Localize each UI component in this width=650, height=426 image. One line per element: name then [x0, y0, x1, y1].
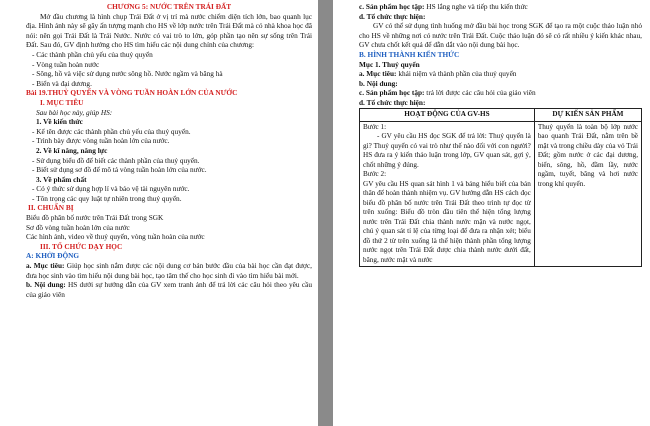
activity-heading: A: KHỞI ĐỘNG [26, 251, 80, 261]
cell-line: Bước 2: [363, 170, 387, 179]
subheading [359, 60, 642, 70]
chapter-list [26, 50, 312, 88]
table-header: DỰ KIẾN SẢN PHẨM [534, 108, 641, 121]
cell-text: Thuỷ quyển là toàn bộ lớp nước bao quanh Trái Đất, nằm trên bề mặt và trong chiều dày của vỏ Trái Đất; gồm nước ở các đại dương, biển, sông, hồ, đầm lầy, nước ngầm, tuyết, băng và hơi nước trong khí quyển. [537, 122, 638, 188]
cell-line: - GV yêu cầu HS đọc SGK để trả lời: Thuỷ quyển là gì? Thuỷ quyển có vai trò như thế nào đối với con người? HS đưa ra ý kiến thảo luận trong lớp, GV quan sát, gợi ý, chốt những ý đúng. [363, 132, 531, 169]
chapter-intro: Mở đầu chương là hình chụp Trái Đất ở vị trí mà nước chiếm diện tích lớn, bao quanh lục địa. Hình ảnh này sẽ gây ấn tượng mạnh cho HS về lớp nước trên Trái Đất mà có nhà khoa học đã nói: nên gọi Trái Đất là Trái Nước. Nước có vai trò to lớn, góp phần tạo nên sự sống trên Trái Đất. Sau đó, GV định hướng cho HS tìm hiểu các nội dung chính của chương: [26, 11, 312, 50]
label: c. Sản phẩm học tập: [359, 2, 425, 11]
section-heading: I. MỤC TIÊU [40, 97, 84, 107]
lesson-title: Bài 19.THUỶ QUYỂN VÀ VÒNG TUẦN HOÀN LỚN CỦA NƯỚC [26, 88, 238, 98]
label: c. Sản phẩm học tập: [359, 88, 425, 98]
paragraph [359, 79, 642, 89]
section-heading: III. TỔ CHỨC DẠY HỌC [40, 241, 123, 251]
list-item: Biểu đồ phân bố nước trên Trái Đất trong SGK [26, 213, 164, 223]
text: HS lắng nghe và tiếp thu kiến thức [424, 2, 528, 11]
label: a. Mục tiêu: [359, 69, 397, 79]
list-item: - Trình bày được vòng tuần hoàn lớn của nước. [26, 136, 312, 146]
paragraph: GV có thể sử dụng tình huống mở đầu bài học trong SGK để tạo ra một cuộc thảo luận nhỏ cho HS về những nơi có nước trên Trái Đất. Cuộc thảo luận đó sẽ có rất nhiều ý kiến khác nhau, GV chưa chốt kết quả để dẫn dắt vào nội dung bài học. [359, 21, 642, 50]
paragraph [359, 12, 642, 22]
paragraph [359, 88, 642, 98]
paragraph [359, 2, 642, 12]
table-header: HOẠT ĐỘNG CỦA GV-HS [360, 108, 535, 121]
activity-table [359, 108, 642, 268]
list-item: - Biết sử dụng sơ đồ để mô tả vòng tuần hoàn lớn của nước. [26, 165, 312, 175]
list-item: - Tôn trọng các quy luật tự nhiên trong thuỷ quyển. [26, 194, 312, 204]
list-item: - Có ý thức sử dụng hợp lí và bảo vệ tài nguyên nước. [26, 184, 312, 194]
objective-intro: Sau bài học này, giúp HS: [36, 107, 113, 117]
paragraph [359, 69, 642, 79]
label: b. Nội dung: [26, 280, 66, 290]
paragraph [26, 261, 312, 280]
label: d. Tổ chức thực hiện: [359, 11, 426, 21]
list-item: - Sử dụng biểu đồ để biết các thành phần của thuỷ quyển. [26, 156, 312, 166]
section-heading: II. CHUẨN BỊ [28, 203, 74, 213]
label: Mục 1. Thuỷ quyển [359, 59, 420, 69]
table-row [360, 121, 642, 267]
table-cell [534, 121, 641, 267]
text: trả lời được các câu hỏi của giáo viên [424, 88, 536, 98]
label: b. Nội dung: [359, 78, 398, 88]
subheading: 3. Về phẩm chất [36, 174, 87, 184]
list-item: - Các thành phần chủ yếu của thuỷ quyển [26, 50, 312, 60]
list-item: - Sông, hồ và việc sử dụng nước sông hồ. Nước ngầm và băng hà [26, 69, 312, 79]
list-item: - Vòng tuần hoàn nước [26, 60, 312, 70]
paragraph [26, 280, 312, 299]
list-item: Các hình ảnh, video về thuỷ quyển, vòng tuần hoàn của nước [26, 232, 205, 242]
cell-line: Bước 1: [363, 122, 387, 131]
document-page-right [333, 0, 650, 426]
label: a. Mục tiêu: [26, 261, 65, 271]
table-header-row [360, 108, 642, 121]
paragraph [359, 98, 642, 108]
table-cell [360, 121, 535, 267]
cell-line: GV yêu cầu HS quan sát hình 1 và bảng hiểu biết của bản thân để hoàn thành nhiệm vụ. GV hướng dẫn HS cách đọc biểu đồ phân bố nước trên Trái Đất theo trình tự đọc từ trên xuống: Biểu đồ tròn đầu tiên thể hiện tổng lượng nước trên Trái Đất chia thành nước mặn và nước ngọt, chú ý quan sát tỉ lệ của từng loại để đưa ra nhận xét; biểu đồ thứ 2 từ trên xuống là thể hiện thành phần tổng lượng nước ngọt trên Trái Đất được chia thành nước dưới đất, băng, nước mặt và nước [363, 179, 531, 264]
document-page-left [0, 0, 318, 426]
text: Giúp học sinh nắm được các nội dung cơ bản bước đầu của bài học cần đạt được, đưa học sinh vào tìm hiểu nội dung bài học, tạo tâm thế cho học sinh đi vào tìm hiểu bài mới. [26, 261, 312, 280]
list-item: - Biển và đại dương. [26, 79, 312, 89]
text: HS dưới sự hướng dẫn của GV xem tranh ảnh để trả lời các câu hỏi theo yêu cầu của giáo viên [26, 280, 312, 299]
label: d. Tổ chức thực hiện: [359, 97, 426, 107]
text: khái niệm và thành phần của thuỷ quyển [396, 69, 517, 79]
activity-heading: B. HÌNH THÀNH KIẾN THỨC [359, 49, 460, 59]
list-item: Sơ đồ vòng tuần hoàn lớn của nước [26, 222, 130, 232]
chapter-title: CHƯƠNG 5: NƯỚC TRÊN TRÁI ĐẤT [106, 2, 232, 11]
subheading: 2. Về kĩ năng, năng lực [36, 145, 108, 155]
subheading: 1. Về kiến thức [36, 117, 83, 127]
list-item: - Kể tên được các thành phần chủ yếu của thuỷ quyển. [26, 127, 312, 137]
